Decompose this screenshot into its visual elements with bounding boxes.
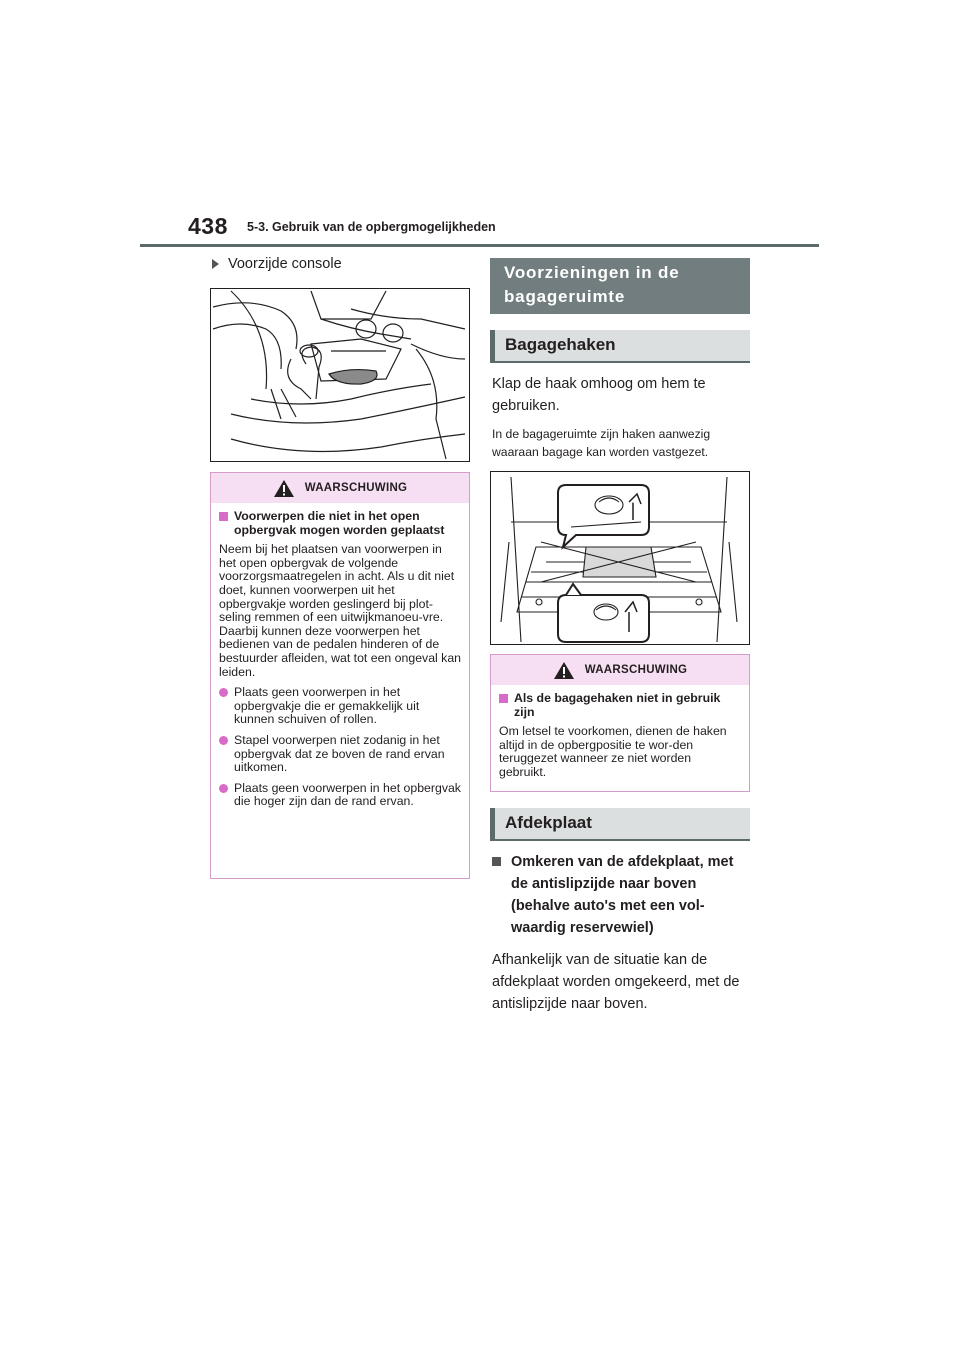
- warning-triangle-icon: [553, 661, 575, 680]
- hooks-small-text: In de bagageruimte zijn haken aanwezig waaraan bagage kan worden vastgezet.: [492, 427, 711, 459]
- square-bullet-icon: [219, 512, 228, 521]
- warning-bullet: Plaats geen voorwerpen in het opbergvakje die er gemakkelijk uit kunnen schuiven of rollen.: [219, 686, 461, 727]
- warning-item-title: Als de bagagehaken niet in gebruik zijn: [499, 692, 741, 719]
- right-column: [490, 258, 750, 1023]
- triangle-bullet-icon: [212, 259, 219, 269]
- front-console-label: Voorzijde console: [212, 256, 470, 272]
- warning-header: WAARSCHUWING: [211, 473, 469, 503]
- warning-header: WAARSCHUWING: [491, 655, 749, 685]
- warning-item-title: Voorwerpen die niet in het open opbergvak mogen worden geplaatst: [219, 510, 461, 537]
- left-column: [210, 256, 470, 879]
- warning-body: [211, 503, 469, 824]
- front-console-illustration: [210, 288, 470, 462]
- section-title: 5-3. Gebruik van de opbergmogelijkheden: [247, 220, 496, 234]
- hooks-heading: Bagagehaken: [490, 330, 750, 363]
- cover-item-title: Omkeren van de afdekplaat, met de antislipzijde naar boven (behalve auto's met een vol-waardig reservewiel): [492, 851, 750, 939]
- cover-text: Afhankelijk van de situatie kan de afdekplaat worden omgekeerd, met de antislipzijde naar boven.: [492, 952, 740, 1012]
- warning-body: [491, 685, 749, 795]
- square-bullet-icon: [499, 694, 508, 703]
- luggage-hooks-illustration: [490, 471, 750, 645]
- page-number: 438: [188, 213, 228, 239]
- header-rule: [140, 244, 819, 247]
- square-bullet-icon: [492, 857, 501, 866]
- luggage-section-heading: Voorzieningen in de bagageruimte: [490, 258, 750, 314]
- warning-box-hooks: [490, 654, 750, 792]
- cover-heading: Afdekplaat: [490, 808, 750, 841]
- circle-bullet-icon: [219, 784, 228, 793]
- warning-triangle-icon: [273, 479, 295, 498]
- circle-bullet-icon: [219, 736, 228, 745]
- warning-bullet: Stapel voorwerpen niet zodanig in het opbergvak dat ze boven de rand ervan uitkomen.: [219, 734, 461, 775]
- warning-bullet: Plaats geen voorwerpen in het opbergvak die hoger zijn dan de rand ervan.: [219, 782, 461, 809]
- warning-paragraph: Neem bij het plaatsen van voorwerpen in het open opbergvak de volgende voorzorgsmaatregelen in acht. Als u dit niet doet, kunnen voorwerpen uit het opbergvakje worden geslingerd bij plot-seling remmen of een uitwijkmanoeu-vre. Daarbij kunnen deze voorwerpen het bedienen van de pedalen hinderen of de bestuurder afleiden, wat tot een ongeval kan leiden.: [219, 542, 462, 679]
- warning-box-console: [210, 472, 470, 879]
- hooks-text: Klap de haak omhoog om hem te gebruiken.: [492, 376, 706, 414]
- warning-paragraph: Om letsel te voorkomen, dienen de haken altijd in de opbergpositie te wor-den teruggezet wanneer ze niet worden gebruikt.: [499, 724, 727, 779]
- circle-bullet-icon: [219, 688, 228, 697]
